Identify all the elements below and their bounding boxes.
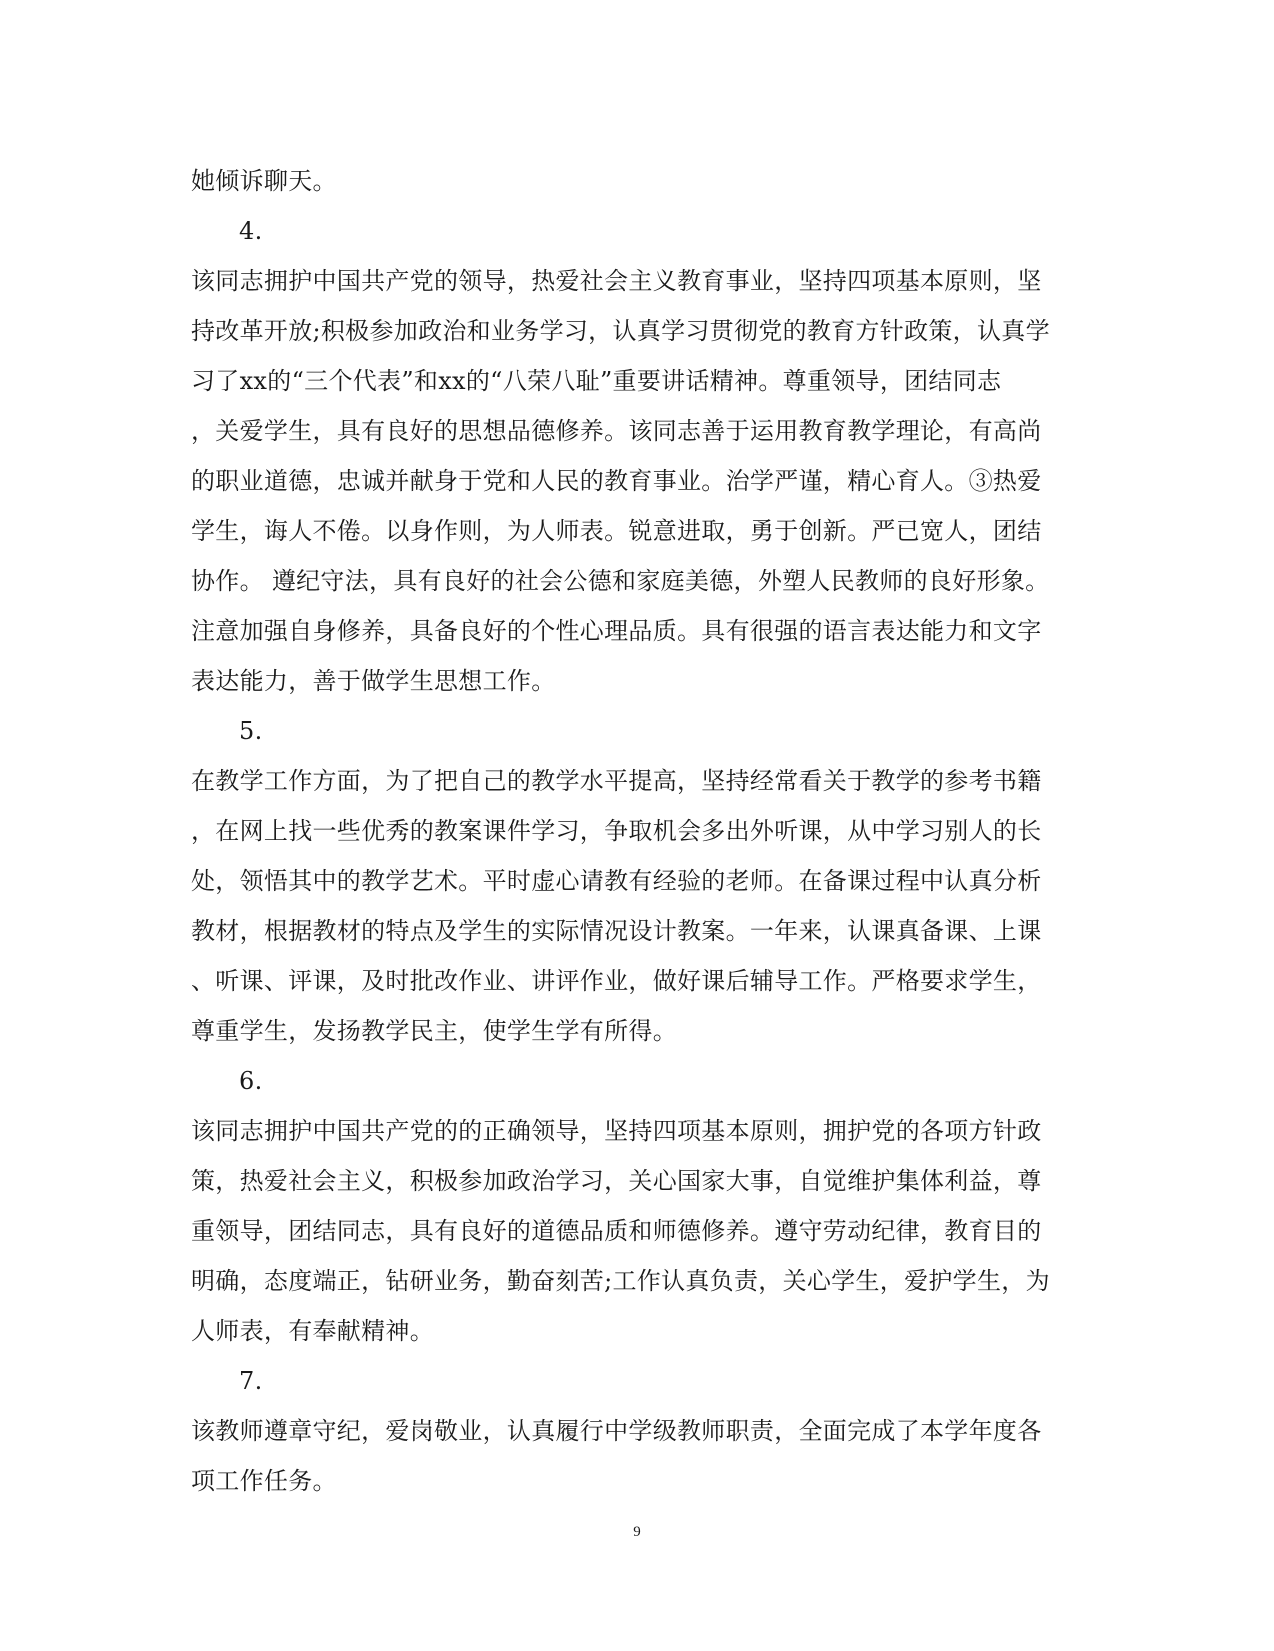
section-number: 7. <box>239 1367 263 1395</box>
text-line: 协作。 遵纪守法，具有良好的社会公德和家庭美德，外塑人民教师的良好形象。 <box>191 567 1050 595</box>
section-number: 4. <box>239 217 263 245</box>
text-line: 她倾诉聊天。 <box>191 167 337 195</box>
text-line: 该教师遵章守纪，爱岗敬业，认真履行中学级教师职责，全面完成了本学年度各 <box>191 1417 1042 1445</box>
text-line: 项工作任务。 <box>191 1467 337 1495</box>
text-line: 在教学工作方面，为了把自己的教学水平提高，坚持经常看关于教学的参考书籍 <box>191 767 1042 795</box>
text-line: 该同志拥护中国共产党的领导，热爱社会主义教育事业，坚持四项基本原则，坚 <box>191 267 1042 295</box>
text-line: 习了xx的“三个代表”和xx的“八荣八耻”重要讲话精神。尊重领导，团结同志 <box>191 367 1002 395</box>
text-line: 人师表，有奉献精神。 <box>191 1317 434 1345</box>
section-number: 5. <box>239 717 263 745</box>
document-body <box>191 156 1081 1506</box>
text-line: 重领导，团结同志，具有良好的道德品质和师德修养。遵守劳动纪律，教育目的 <box>191 1217 1042 1245</box>
text-line: 尊重学生，发扬教学民主，使学生学有所得。 <box>191 1017 677 1045</box>
text-line: 持改革开放;积极参加政治和业务学习，认真学习贯彻党的教育方针政策，认真学 <box>191 317 1050 345</box>
text-line: ，在网上找一些优秀的教案课件学习，争取机会多出外听课，从中学习别人的长 <box>191 817 1042 845</box>
text-line: 处，领悟其中的教学艺术。平时虚心请教有经验的老师。在备课过程中认真分析 <box>191 867 1042 895</box>
text-line: 注意加强自身修养，具备良好的个性心理品质。具有很强的语言表达能力和文字 <box>191 617 1042 645</box>
section-number: 6. <box>239 1067 263 1095</box>
text-line: 该同志拥护中国共产党的的正确领导，坚持四项基本原则，拥护党的各项方针政 <box>191 1117 1042 1145</box>
text-line: 表达能力，善于做学生思想工作。 <box>191 667 556 695</box>
text-line: ，关爱学生，具有良好的思想品德修养。该同志善于运用教育教学理论，有高尚 <box>191 417 1042 445</box>
text-line: 学生，诲人不倦。以身作则，为人师表。锐意进取，勇于创新。严已宽人，团结 <box>191 517 1042 545</box>
text-line: 策，热爱社会主义，积极参加政治学习，关心国家大事，自觉维护集体利益，尊 <box>191 1167 1042 1195</box>
page-number: 9 <box>633 1524 641 1540</box>
text-line: 明确，态度端正，钻研业务，勤奋刻苦;工作认真负责，关心学生，爱护学生，为 <box>191 1267 1050 1295</box>
text-line: 教材，根据教材的特点及学生的实际情况设计教案。一年来，认课真备课、上课 <box>191 917 1042 945</box>
text-line: 的职业道德，忠诚并献身于党和人民的教育事业。治学严谨，精心育人。③热爱 <box>191 467 1042 495</box>
text-line: 、听课、评课，及时批改作业、讲评作业，做好课后辅导工作。严格要求学生， <box>191 967 1042 995</box>
